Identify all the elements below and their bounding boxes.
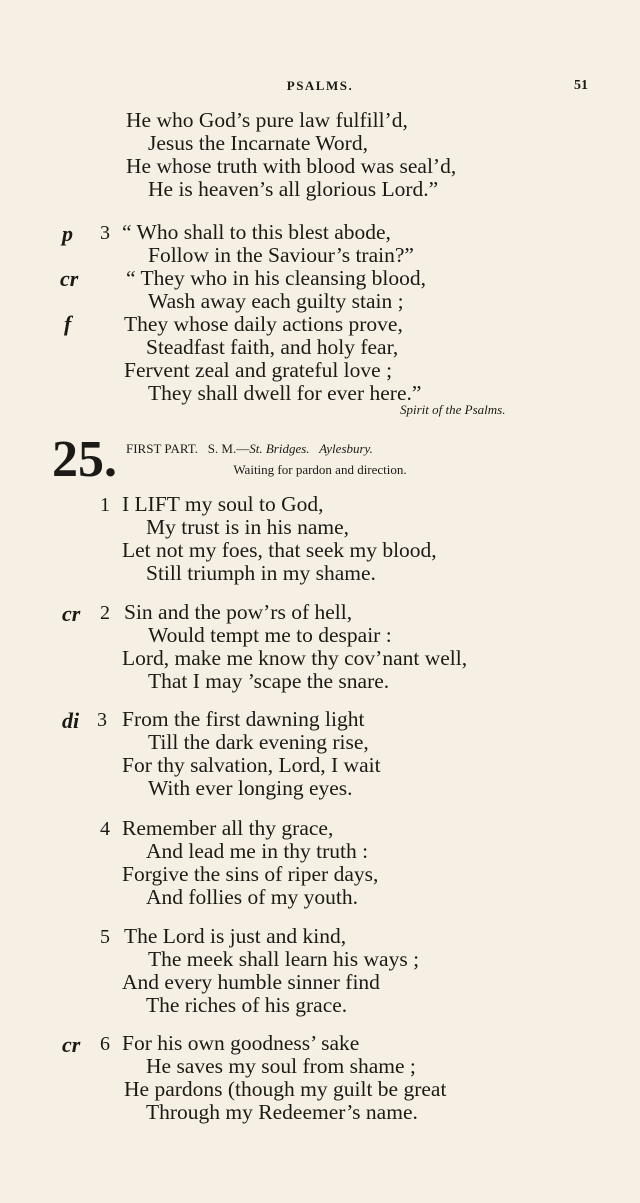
verse-line: Follow in the Saviour’s train?” <box>148 243 414 267</box>
verse-line: Still triumph in my shame. <box>146 561 376 585</box>
verse-line: The meek shall learn his ways ; <box>148 947 420 971</box>
stanza-number: 3 <box>100 222 110 244</box>
verse-line: That I may ’scape the snare. <box>148 669 390 693</box>
verse-line: For his own goodness’ sake <box>122 1031 360 1055</box>
psalm-subtitle: Waiting for pardon and direction. <box>233 462 407 477</box>
heading-part-meter: FIRST PART. S. M.— <box>126 441 250 456</box>
verse-line: The Lord is just and kind, <box>124 924 347 948</box>
stanza-number: 2 <box>100 602 110 624</box>
verse-line: They shall dwell for ever here.” <box>148 381 422 405</box>
verse-line: He whose truth with blood was seal’d, <box>126 154 457 178</box>
verse-line: Let not my foes, that seek my blood, <box>122 538 437 562</box>
verse-line: Jesus the Incarnate Word, <box>148 131 368 155</box>
verse-line: Lord, make me know thy cov’nant well, <box>122 646 468 670</box>
verse-line: I LIFT my soul to God, <box>122 492 324 516</box>
verse-line: Sin and the pow’rs of hell, <box>124 600 353 624</box>
dynamic-mark: cr <box>62 601 81 626</box>
dynamic-mark: cr <box>60 266 79 291</box>
verse-line: And lead me in thy truth : <box>146 839 369 863</box>
dynamic-mark: di <box>62 708 80 733</box>
verse-line: “ Who shall to this blest abode, <box>122 220 391 244</box>
verse-line: With ever longing eyes. <box>148 776 353 800</box>
stanza-number: 4 <box>100 818 110 840</box>
verse-line: Remember all thy grace, <box>122 816 334 840</box>
psalm-heading <box>126 441 373 457</box>
verse-line: He pardons (though my guilt be great <box>124 1077 447 1101</box>
dynamic-mark: p <box>62 221 73 246</box>
verse-line: Forgive the sins of riper days, <box>122 862 379 886</box>
dynamic-mark: f <box>64 311 72 336</box>
verse-line: Would tempt me to despair : <box>148 623 392 647</box>
verse-line: He who God’s pure law fulfill’d, <box>126 108 408 132</box>
verse-line: He is heaven’s all glorious Lord.” <box>148 177 439 201</box>
verse-line: The riches of his grace. <box>146 993 348 1017</box>
page-number: 51 <box>574 78 588 93</box>
verse-line: He saves my soul from shame ; <box>146 1054 416 1078</box>
stanza-number: 1 <box>100 494 110 516</box>
dynamic-mark: cr <box>62 1032 81 1057</box>
stanza-number: 3 <box>97 709 107 731</box>
stanza-number: 6 <box>100 1033 110 1055</box>
verse-line: They whose daily actions prove, <box>124 312 403 336</box>
verse-line: Steadfast faith, and holy fear, <box>146 335 399 359</box>
verse-line: Fervent zeal and grateful love ; <box>124 358 393 382</box>
attribution: Spirit of the Psalms. <box>400 402 506 417</box>
verse-line: From the first dawning light <box>122 707 365 731</box>
verse-line: Through my Redeemer’s name. <box>146 1100 418 1124</box>
verse-line: And every humble sinner find <box>122 970 380 994</box>
stanza-number: 5 <box>100 926 110 948</box>
heading-tunes: St. Bridges. Aylesbury. <box>249 441 373 456</box>
verse-line: Till the dark evening rise, <box>148 730 369 754</box>
verse-line: For thy salvation, Lord, I wait <box>122 753 381 777</box>
running-title: PSALMS. <box>286 78 354 93</box>
verse-line: “ They who in his cleansing blood, <box>126 266 426 290</box>
verse-line: And follies of my youth. <box>146 885 358 909</box>
verse-line: My trust is in his name, <box>146 515 350 539</box>
verse-line: Wash away each guilty stain ; <box>148 289 404 313</box>
psalm-number: 25. <box>52 431 117 488</box>
